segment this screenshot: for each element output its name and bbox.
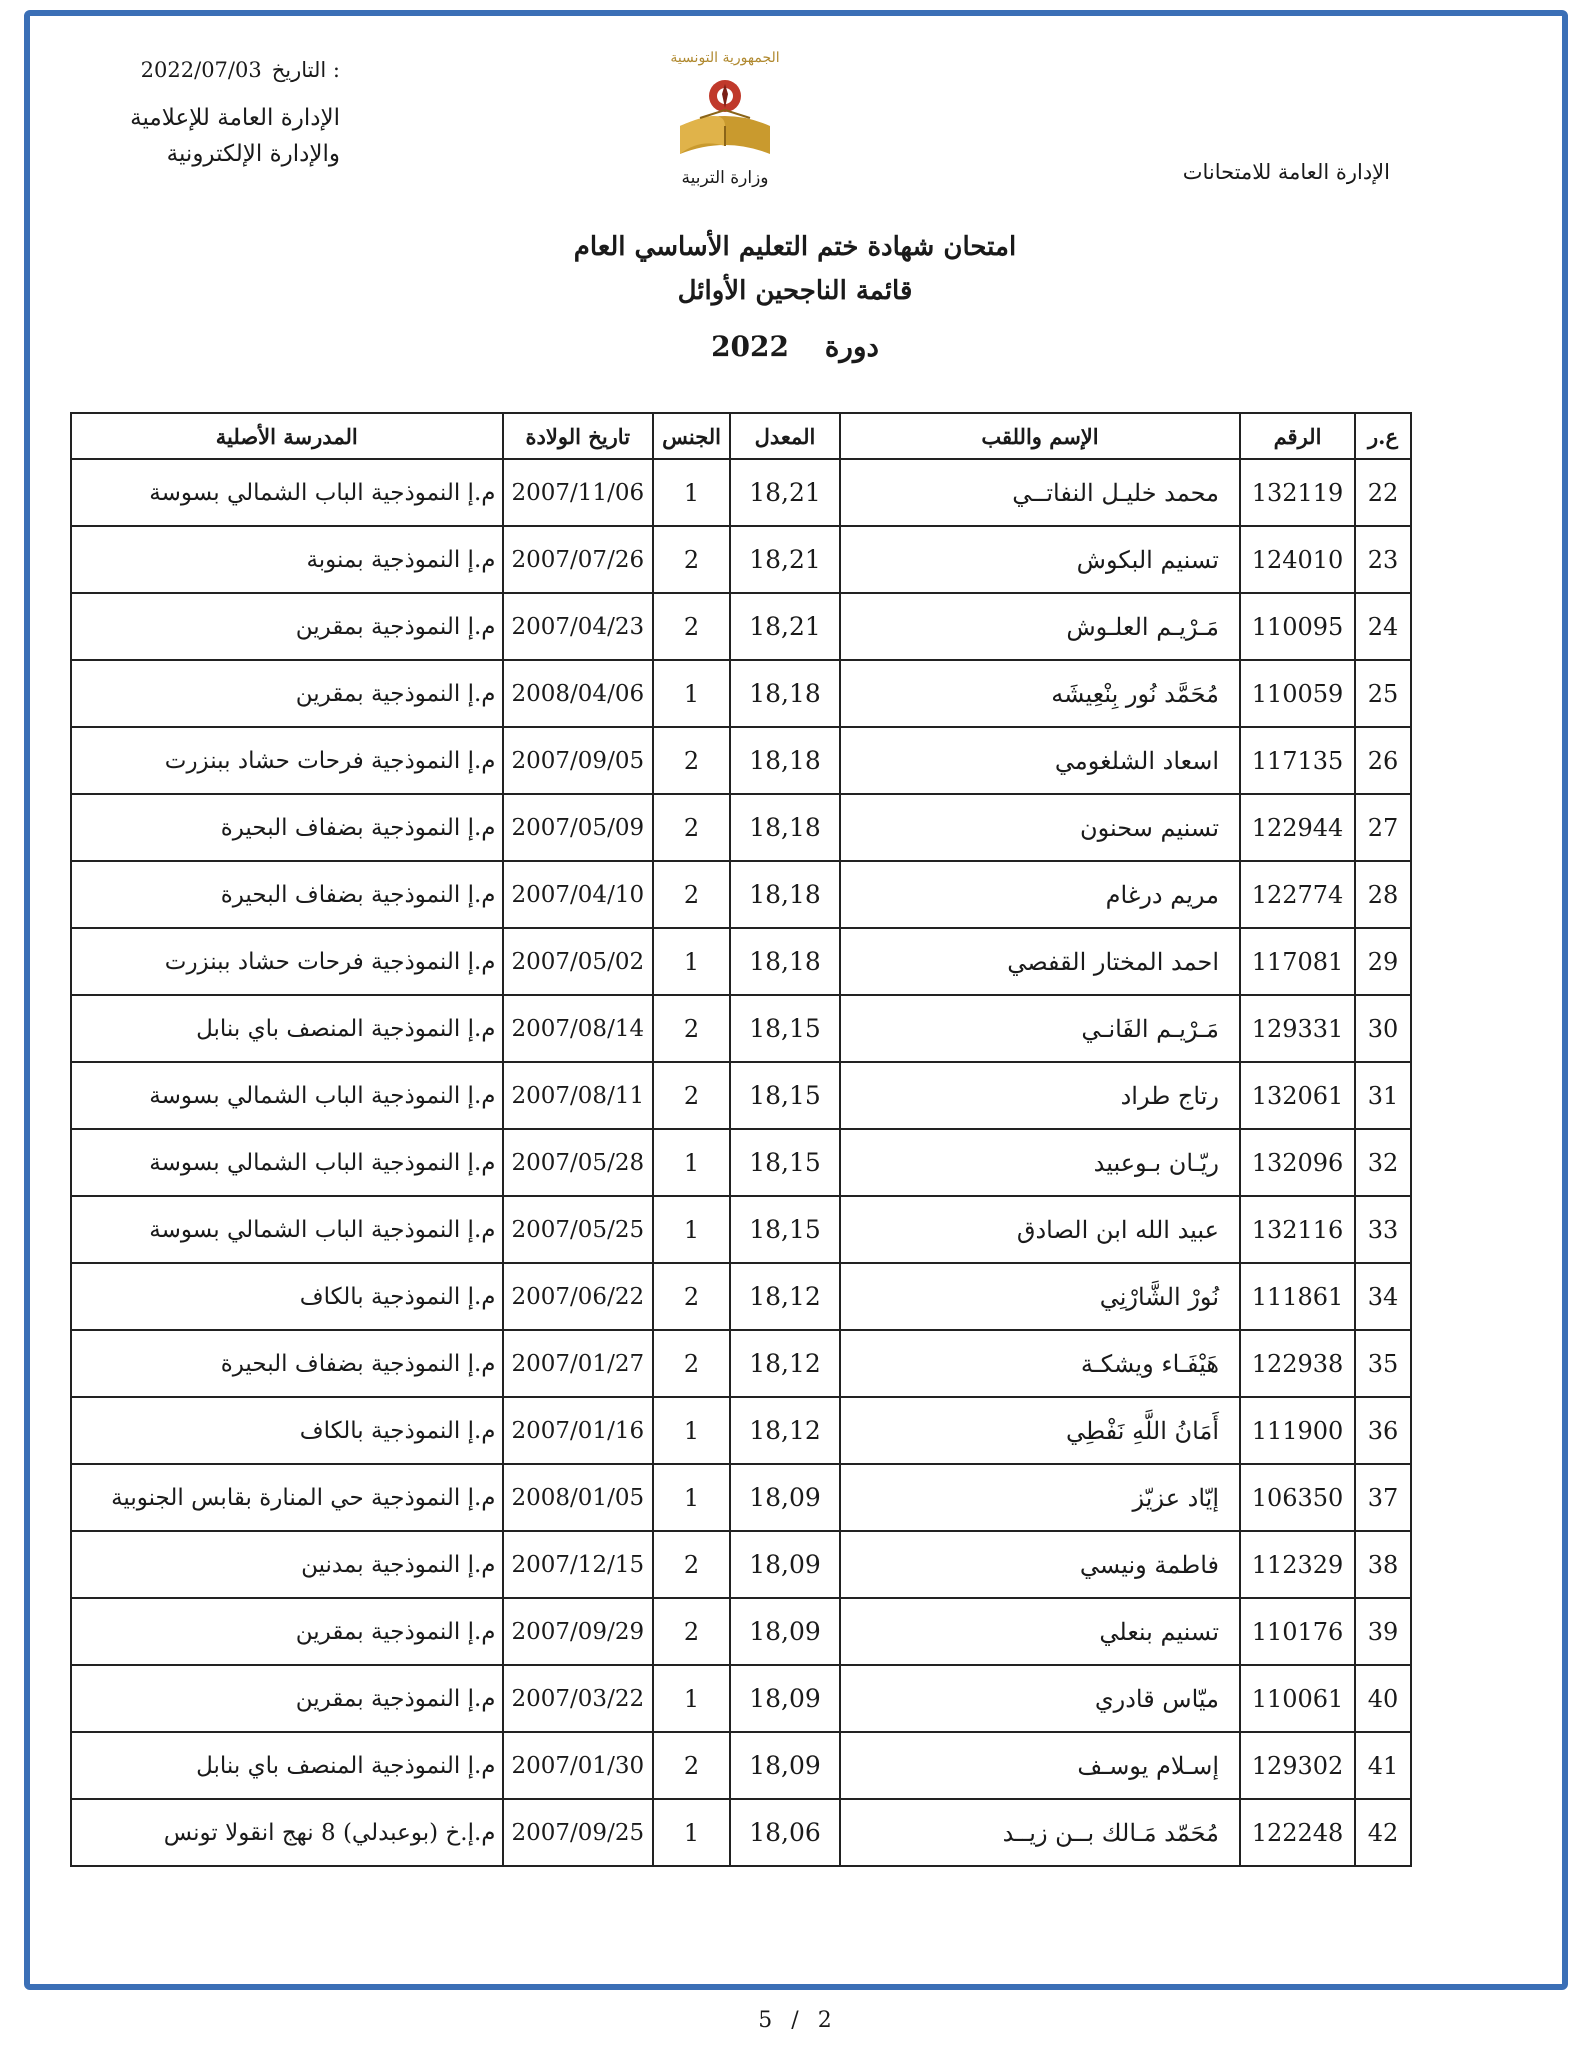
cell-school: م.إ النموذجية الباب الشمالي بسوسة	[71, 1196, 503, 1263]
cell-dob: 2007/07/26	[503, 526, 654, 593]
cell-name: أَمَانُ اللَّهِ نَفْطِي	[840, 1397, 1240, 1464]
cell-name: نُورْ الشَّارْنِي	[840, 1263, 1240, 1330]
table-row	[71, 459, 1411, 526]
date-value: 2022/07/03	[140, 58, 262, 82]
cell-sex: 2	[653, 995, 730, 1062]
page-current: 2	[817, 2008, 832, 2033]
cell-order: 30	[1355, 995, 1411, 1062]
cell-dob: 2007/06/22	[503, 1263, 654, 1330]
cell-order: 24	[1355, 593, 1411, 660]
cell-school: م.إ النموذجية بضفاف البحيرة	[71, 861, 503, 928]
cell-school: م.إ النموذجية بمقرين	[71, 1665, 503, 1732]
cell-sex: 2	[653, 1330, 730, 1397]
emblem-icon	[670, 66, 780, 166]
cell-average: 18,18	[730, 928, 840, 995]
cell-id: 132116	[1240, 1196, 1355, 1263]
cell-order: 40	[1355, 1665, 1411, 1732]
page-number	[0, 2008, 1590, 2033]
cell-order: 42	[1355, 1799, 1411, 1866]
cell-sex: 1	[653, 1799, 730, 1866]
header-school: المدرسة الأصلية	[71, 413, 503, 459]
cell-average: 18,15	[730, 1196, 840, 1263]
cell-order: 34	[1355, 1263, 1411, 1330]
cell-average: 18,21	[730, 526, 840, 593]
cell-order: 25	[1355, 660, 1411, 727]
cell-id: 132119	[1240, 459, 1355, 526]
cell-name: مَـرْيـم الفَانـي	[840, 995, 1240, 1062]
list-title: قائمة الناجحين الأوائل	[677, 276, 913, 306]
cell-name: مريم درغام	[840, 861, 1240, 928]
cell-school: م.إ النموذجية الباب الشمالي بسوسة	[71, 1062, 503, 1129]
cell-dob: 2008/01/05	[503, 1464, 654, 1531]
cell-name: اسعاد الشلغومي	[840, 727, 1240, 794]
top-left-header	[80, 58, 340, 172]
table-row	[71, 1129, 1411, 1196]
cell-sex: 1	[653, 459, 730, 526]
table-row	[71, 1330, 1411, 1397]
session-label: دورة	[824, 330, 879, 363]
cell-school: م.إ النموذجية بالكاف	[71, 1397, 503, 1464]
cell-id: 117135	[1240, 727, 1355, 794]
cell-id: 129331	[1240, 995, 1355, 1062]
cell-name: إيّاد عزيّز	[840, 1464, 1240, 1531]
cell-average: 18,09	[730, 1531, 840, 1598]
cell-school: م.إ النموذجية فرحات حشاد ببنزرت	[71, 727, 503, 794]
cell-school: م.إ النموذجية بمنوبة	[71, 526, 503, 593]
cell-order: 41	[1355, 1732, 1411, 1799]
cell-average: 18,21	[730, 593, 840, 660]
cell-name: تسنيم سحنون	[840, 794, 1240, 861]
cell-average: 18,09	[730, 1665, 840, 1732]
cell-school: م.إ النموذجية بالكاف	[71, 1263, 503, 1330]
cell-order: 33	[1355, 1196, 1411, 1263]
cell-average: 18,12	[730, 1330, 840, 1397]
cell-name: تسنيم بنعلي	[840, 1598, 1240, 1665]
cell-dob: 2007/01/30	[503, 1732, 654, 1799]
cell-average: 18,09	[730, 1732, 840, 1799]
cell-id: 110095	[1240, 593, 1355, 660]
cell-school: م.إ.خ (بوعبدلي) 8 نهج انقولا تونس	[71, 1799, 503, 1866]
header-average: المعدل	[730, 413, 840, 459]
right-dept: الإدارة العامة للامتحانات	[1182, 160, 1390, 184]
cell-name: عبيد الله ابن الصادق	[840, 1196, 1240, 1263]
cell-order: 23	[1355, 526, 1411, 593]
cell-name: فاطمة ونيسي	[840, 1531, 1240, 1598]
cell-dob: 2007/09/29	[503, 1598, 654, 1665]
cell-name: تسنيم البكوش	[840, 526, 1240, 593]
table-row	[71, 928, 1411, 995]
cell-average: 18,21	[730, 459, 840, 526]
cell-dob: 2007/01/27	[503, 1330, 654, 1397]
cell-order: 26	[1355, 727, 1411, 794]
cell-sex: 2	[653, 526, 730, 593]
cell-average: 18,18	[730, 660, 840, 727]
table-header-row	[71, 413, 1411, 459]
table-row	[71, 1062, 1411, 1129]
cell-id: 117081	[1240, 928, 1355, 995]
page-separator: /	[791, 2008, 799, 2033]
cell-school: م.إ النموذجية بمقرين	[71, 1598, 503, 1665]
table-row	[71, 1531, 1411, 1598]
cell-order: 36	[1355, 1397, 1411, 1464]
table-row	[71, 526, 1411, 593]
cell-name: رتاج طراد	[840, 1062, 1240, 1129]
cell-dob: 2007/04/10	[503, 861, 654, 928]
cell-school: م.إ النموذجية بمقرين	[71, 660, 503, 727]
cell-id: 106350	[1240, 1464, 1355, 1531]
cell-id: 129302	[1240, 1732, 1355, 1799]
cell-dob: 2007/11/06	[503, 459, 654, 526]
cell-name: ريّـان بـوعبيد	[840, 1129, 1240, 1196]
table-row	[71, 1598, 1411, 1665]
table-row	[71, 1263, 1411, 1330]
cell-school: م.إ النموذجية بضفاف البحيرة	[71, 1330, 503, 1397]
table-row	[71, 1732, 1411, 1799]
exam-title: امتحان شهادة ختم التعليم الأساسي العام	[573, 232, 1017, 262]
header-order: ع.ر	[1355, 413, 1411, 459]
cell-order: 32	[1355, 1129, 1411, 1196]
cell-order: 27	[1355, 794, 1411, 861]
cell-order: 39	[1355, 1598, 1411, 1665]
cell-dob: 2007/05/25	[503, 1196, 654, 1263]
left-dept-line1: الإدارة العامة للإعلامية	[130, 105, 340, 131]
cell-school: م.إ النموذجية بمقرين	[71, 593, 503, 660]
cell-dob: 2007/09/05	[503, 727, 654, 794]
cell-id: 111861	[1240, 1263, 1355, 1330]
results-table	[70, 412, 1412, 1867]
cell-average: 18,12	[730, 1263, 840, 1330]
table-row	[71, 1799, 1411, 1866]
cell-name: محمد خليـل النفاتــي	[840, 459, 1240, 526]
cell-average: 18,18	[730, 794, 840, 861]
table-row	[71, 593, 1411, 660]
cell-id: 110061	[1240, 1665, 1355, 1732]
cell-dob: 2008/04/06	[503, 660, 654, 727]
table-row	[71, 1665, 1411, 1732]
cell-average: 18,18	[730, 727, 840, 794]
cell-school: م.إ النموذجية فرحات حشاد ببنزرت	[71, 928, 503, 995]
table-row	[71, 1464, 1411, 1531]
header-dob: تاريخ الولادة	[503, 413, 654, 459]
cell-average: 18,15	[730, 1062, 840, 1129]
table-row	[71, 1397, 1411, 1464]
cell-sex: 2	[653, 1263, 730, 1330]
cell-name: مُحَمّد مَـالك بــن زيــد	[840, 1799, 1240, 1866]
cell-average: 18,18	[730, 861, 840, 928]
ministry-logo	[660, 50, 790, 200]
cell-school: م.إ النموذجية بضفاف البحيرة	[71, 794, 503, 861]
cell-dob: 2007/09/25	[503, 1799, 654, 1866]
cell-average: 18,15	[730, 995, 840, 1062]
cell-order: 35	[1355, 1330, 1411, 1397]
cell-id: 110059	[1240, 660, 1355, 727]
cell-id: 132096	[1240, 1129, 1355, 1196]
cell-id: 112329	[1240, 1531, 1355, 1598]
title-block	[0, 225, 1590, 371]
cell-sex: 1	[653, 1665, 730, 1732]
cell-average: 18,15	[730, 1129, 840, 1196]
table-row	[71, 1196, 1411, 1263]
cell-name: ميّاس قادري	[840, 1665, 1240, 1732]
cell-dob: 2007/05/02	[503, 928, 654, 995]
cell-sex: 1	[653, 1196, 730, 1263]
cell-school: م.إ النموذجية المنصف باي بنابل	[71, 1732, 503, 1799]
cell-id: 122248	[1240, 1799, 1355, 1866]
cell-school: م.إ النموذجية المنصف باي بنابل	[71, 995, 503, 1062]
cell-name: مُحَمَّد نُور بِنْعِيشَه	[840, 660, 1240, 727]
cell-sex: 1	[653, 1397, 730, 1464]
cell-id: 122938	[1240, 1330, 1355, 1397]
header-sex: الجنس	[653, 413, 730, 459]
header-id: الرقم	[1240, 413, 1355, 459]
date-label: التاريخ :	[271, 58, 340, 82]
cell-sex: 2	[653, 1598, 730, 1665]
date-line	[80, 58, 340, 82]
table-row	[71, 995, 1411, 1062]
cell-sex: 1	[653, 1464, 730, 1531]
cell-sex: 1	[653, 928, 730, 995]
session-year: 2022	[711, 330, 789, 363]
cell-dob: 2007/01/16	[503, 1397, 654, 1464]
cell-id: 122774	[1240, 861, 1355, 928]
cell-order: 28	[1355, 861, 1411, 928]
cell-school: م.إ النموذجية حي المنارة بقابس الجنوبية	[71, 1464, 503, 1531]
cell-order: 37	[1355, 1464, 1411, 1531]
cell-order: 29	[1355, 928, 1411, 995]
cell-sex: 2	[653, 794, 730, 861]
cell-sex: 2	[653, 1062, 730, 1129]
table-row	[71, 727, 1411, 794]
left-dept-line2: والإدارة الإلكترونية	[166, 141, 340, 167]
cell-sex: 2	[653, 727, 730, 794]
cell-sex: 2	[653, 1732, 730, 1799]
cell-name: إسـلام يوسـف	[840, 1732, 1240, 1799]
cell-sex: 2	[653, 593, 730, 660]
cell-sex: 1	[653, 660, 730, 727]
cell-average: 18,09	[730, 1598, 840, 1665]
cell-school: م.إ النموذجية بمدنين	[71, 1531, 503, 1598]
cell-order: 22	[1355, 459, 1411, 526]
cell-dob: 2007/12/15	[503, 1531, 654, 1598]
table-row	[71, 794, 1411, 861]
cell-school: م.إ النموذجية الباب الشمالي بسوسة	[71, 459, 503, 526]
cell-name: مَـرْيـم العلـوش	[840, 593, 1240, 660]
cell-sex: 1	[653, 1129, 730, 1196]
page-total: 5	[758, 2008, 773, 2033]
session-line	[0, 323, 1590, 371]
cell-dob: 2007/08/14	[503, 995, 654, 1062]
cell-order: 31	[1355, 1062, 1411, 1129]
cell-sex: 2	[653, 1531, 730, 1598]
table-row	[71, 861, 1411, 928]
cell-school: م.إ النموذجية الباب الشمالي بسوسة	[71, 1129, 503, 1196]
cell-order: 38	[1355, 1531, 1411, 1598]
cell-dob: 2007/08/11	[503, 1062, 654, 1129]
cell-average: 18,09	[730, 1464, 840, 1531]
cell-average: 18,12	[730, 1397, 840, 1464]
cell-id: 132061	[1240, 1062, 1355, 1129]
cell-id: 124010	[1240, 526, 1355, 593]
cell-id: 122944	[1240, 794, 1355, 861]
cell-name: هَيْفَـاء ويشكـة	[840, 1330, 1240, 1397]
header-name: الإسم واللقب	[840, 413, 1240, 459]
cell-sex: 2	[653, 861, 730, 928]
cell-name: احمد المختار القفصي	[840, 928, 1240, 995]
logo-top-text: الجمهورية التونسية	[670, 50, 780, 66]
cell-dob: 2007/03/22	[503, 1665, 654, 1732]
cell-dob: 2007/04/23	[503, 593, 654, 660]
cell-id: 111900	[1240, 1397, 1355, 1464]
cell-dob: 2007/05/28	[503, 1129, 654, 1196]
logo-caption: وزارة التربية	[681, 168, 769, 188]
cell-average: 18,06	[730, 1799, 840, 1866]
table-row	[71, 660, 1411, 727]
cell-dob: 2007/05/09	[503, 794, 654, 861]
cell-id: 110176	[1240, 1598, 1355, 1665]
